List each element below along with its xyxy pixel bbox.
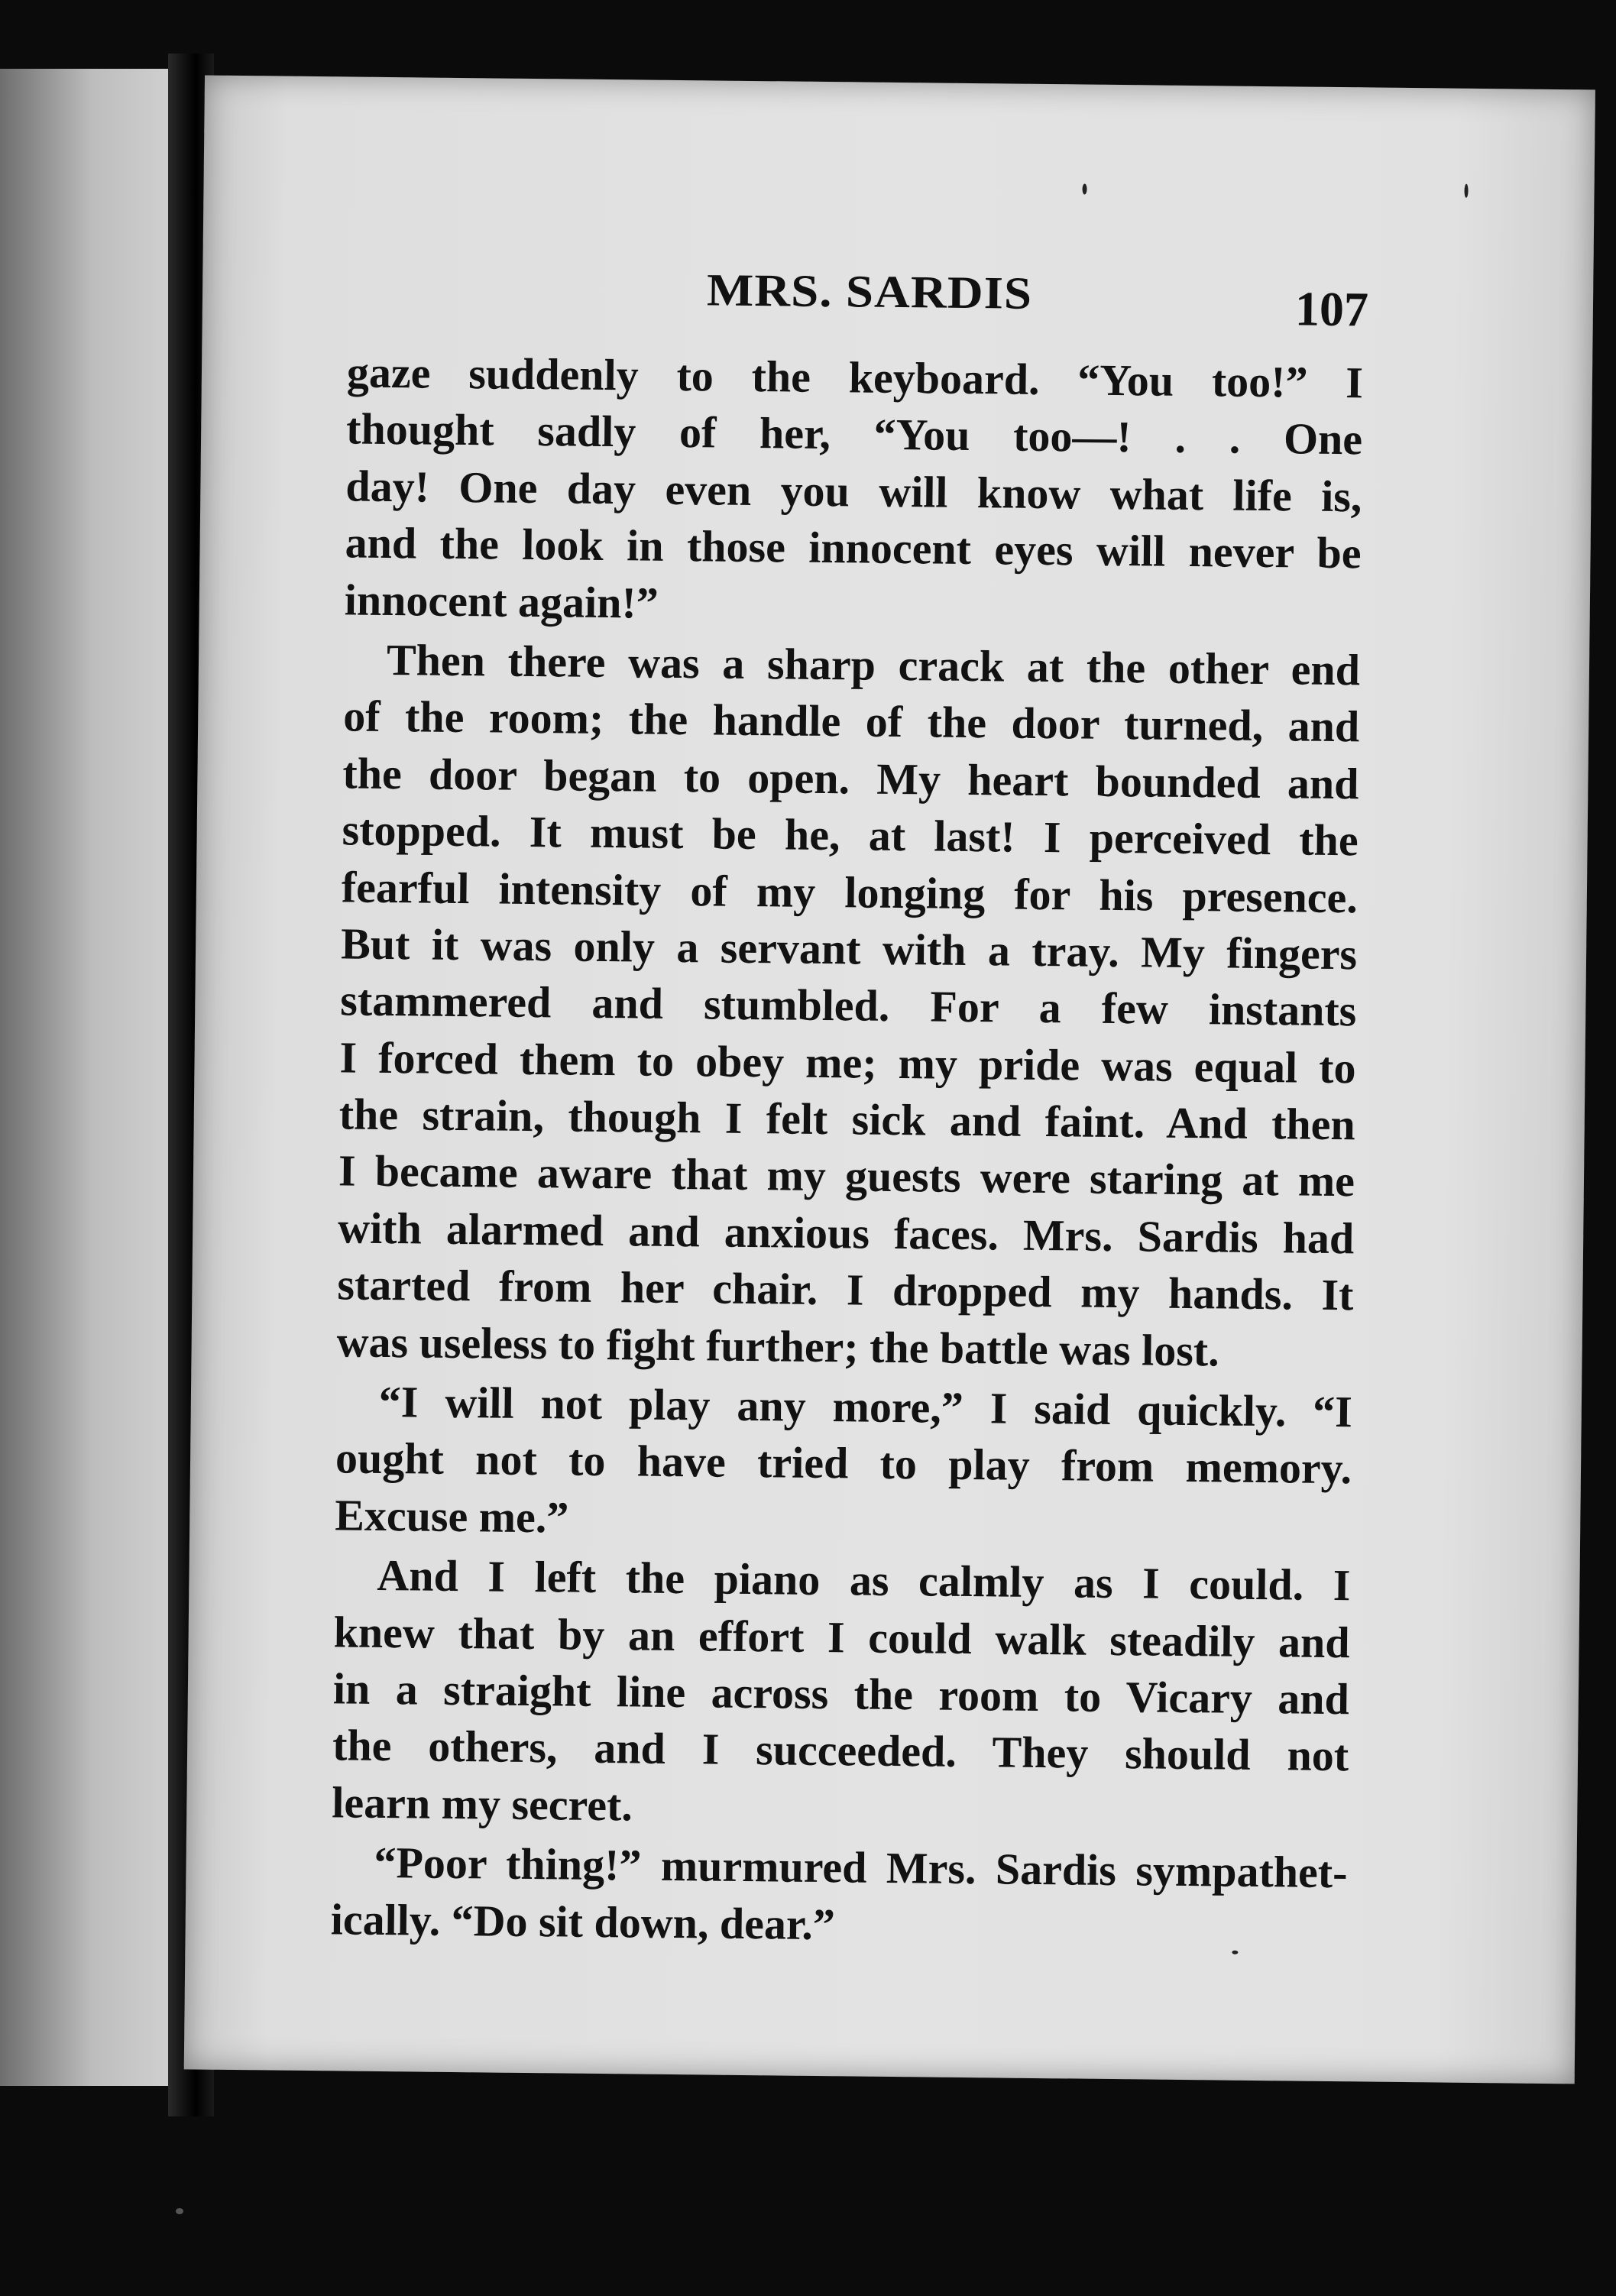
text-line: Then there was a sharp crack at the other end xyxy=(386,634,1361,695)
text-line: ically. “Do sit down, dear.” xyxy=(330,1893,836,1949)
text-line: the strain, though I felt sick and faint. And then xyxy=(338,1089,1356,1150)
text-line: and the look in those innocent eyes will never be xyxy=(345,517,1362,578)
text-line: “I will not play any more,” I said quickly. “I xyxy=(378,1376,1353,1437)
text-line: stammered and stumbled. For a few instants xyxy=(340,975,1357,1036)
scan-speck xyxy=(176,2208,183,2214)
text-line: But it was only a servant with a tray. My fingers xyxy=(340,918,1358,980)
left-page-edge xyxy=(0,69,168,2086)
text-line: the door began to open. My heart bounded and xyxy=(342,748,1359,809)
text-line: “Poor thing!” murmured Mrs. Sardis sympathet- xyxy=(374,1838,1348,1898)
text-line: fearful intensity of my longing for his presence. xyxy=(341,861,1359,922)
book-page xyxy=(184,75,1595,2084)
text-line: of the room; the handle of the door turned, and xyxy=(342,691,1360,752)
text-line: I became aware that my guests were staring at me xyxy=(338,1145,1355,1206)
scan-speck xyxy=(1232,1951,1238,1954)
page-number: 107 xyxy=(1294,281,1369,337)
text-line: day! One day even you will know what life is, xyxy=(345,461,1362,522)
text-line: innocent again!” xyxy=(344,574,659,628)
text-line: stopped. It must be he, at last! I perceived the xyxy=(342,805,1359,866)
text-line: gaze suddenly to the keyboard. “You too!” I xyxy=(346,347,1364,408)
text-line: the others, and I succeeded. They should not xyxy=(332,1720,1349,1781)
text-line: Excuse me.” xyxy=(334,1490,569,1543)
text-line: with alarmed and anxious faces. Mrs. Sardis had xyxy=(337,1203,1355,1264)
scan-speck xyxy=(1082,184,1087,195)
text-line: in a straight line across the room to Vicary and xyxy=(332,1663,1350,1724)
scan-speck xyxy=(1464,184,1468,198)
text-line: started from her chair. I dropped my hands. It xyxy=(337,1259,1354,1320)
body-text xyxy=(330,344,1363,1958)
text-line: learn my secret. xyxy=(332,1777,633,1831)
text-line: I forced them to obey me; my pride was equal to xyxy=(339,1032,1356,1093)
text-line: And I left the piano as calmly as I could. I xyxy=(377,1550,1351,1611)
running-title: MRS. SARDIS xyxy=(706,264,1033,319)
text-line: knew that by an effort I could walk steadily and xyxy=(333,1606,1350,1667)
text-line: ought not to have tried to play from memory. xyxy=(335,1433,1352,1494)
text-line: thought sadly of her, “You too—! . . One xyxy=(345,403,1363,465)
text-line: was useless to fight further; the battle was lost. xyxy=(336,1316,1220,1376)
